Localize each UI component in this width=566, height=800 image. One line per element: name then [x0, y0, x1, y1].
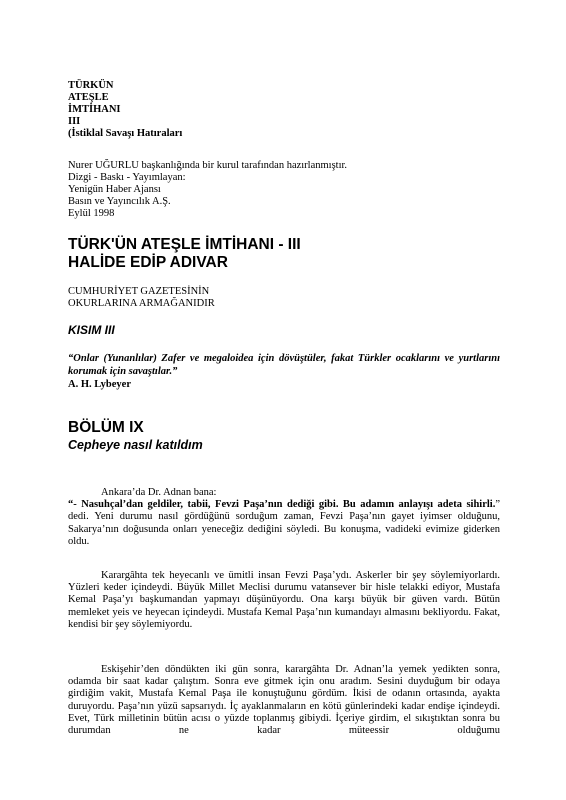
paragraph-continuation: ” dedi. Yeni durumu nasıl gördüğünü sorduğum zaman, Fevzi Paşa’nın gayet iyimser olduğunu, Sakarya’nın doğusunda onları yeneceğiz dediğini söyledi. Bu konuşma, vadideki evimize giderken oldu. — [68, 499, 500, 547]
title-line: İMTİHANI — [68, 104, 121, 115]
title-line: TÜRKÜN — [68, 80, 114, 91]
title-line: III — [68, 116, 81, 127]
book-title-block — [68, 80, 500, 140]
paragraph-3: Eskişehir’den döndükten iki gün sonra, karargâhta Dr. Adnan’la yemek yedikten sonra, odamda bir saat kadar çalıştım. Sonra eve gitmek için onu aradım. Sesini duyduğum bir odaya girdiğim vakit, Mustafa Kemal Paşa ile konuştuğunu gördüm. İkisi de odanın ortasında, ayakta duruyordu. Paşa’nın yüzü sapsarıydı. İç ayaklanmaların en kötü günlerindeki kadar endişe içindeydi. Evet, Türk milletinin bütün acısı o yüzde toplanmış gibiydi. İçeriye girdim, el sıkıştıktan sonra bu durumdan ne kadar müteessir olduğumu — [68, 664, 500, 737]
epigraph-quote: “Onlar (Yunanlılar) Zafer ve megaloidea için dövüştüler, fakat Türkler ocaklarını ve yurtlarını korumak için savaştılar.” — [68, 353, 500, 377]
epigraph — [68, 352, 500, 391]
paragraph-1 — [68, 487, 500, 548]
paragraph-2: Karargâhta tek heyecanlı ve ümitli insan Fevzi Paşa’ydı. Askerler bir şey söylemiyorlardı. Yüzleri keder içindeydi. Büyük Millet Meclisi durumu vatansever bir hisle telakki ediyor, Mustafa Kemal Paşa’yı başkumandan yapmayı düşünüyordu. Ona karşı büyük bir güven vardı. Bütün memleket yeis ve heyecan içindeydi. Mustafa Kemal Paşa’nın kumandayı almasını bekliyordu. Fakat, kendisi bir şey söylemiyordu. — [68, 570, 500, 630]
epigraph-attribution: A. H. Lybeyer — [68, 379, 131, 390]
dedication-line: OKURLARINA ARMAĞANIDIR — [68, 298, 215, 309]
main-heading — [68, 236, 500, 272]
publication-line: Yenigün Haber Ajansı — [68, 184, 161, 195]
paragraph-line: Ankara’da Dr. Adnan bana: — [101, 487, 217, 498]
chapter-title: BÖLÜM IX — [68, 419, 144, 436]
main-title: TÜRK'ÜN ATEŞLE İMTİHANI - III — [68, 236, 301, 253]
part-heading: KISIM III — [68, 323, 115, 337]
paragraph-text — [68, 499, 500, 548]
title-line: (İstiklal Savaşı Hatıraları — [68, 128, 183, 139]
publication-line: Nurer UĞURLU başkanlığında bir kurul tarafından hazırlanmıştır. — [68, 160, 348, 171]
title-line: ATEŞLE — [68, 92, 109, 103]
quoted-speech: “- Nasuhçal’dan geldiler, tabii, Fevzi Paşa’nın dediği gibi. Bu adamın anlayışı adeta sihirli. — [68, 499, 496, 511]
chapter-subtitle: Cepheye nasıl katıldım — [68, 438, 203, 452]
publication-line: Eylül 1998 — [68, 208, 115, 219]
publication-info — [68, 160, 500, 220]
publication-line: Basın ve Yayıncılık A.Ş. — [68, 196, 171, 207]
dedication — [68, 286, 500, 310]
publication-line: Dizgi - Baskı - Yayımlayan: — [68, 172, 186, 183]
chapter-heading — [68, 419, 500, 453]
dedication-line: CUMHURİYET GAZETESİNİN — [68, 286, 210, 297]
author-name: HALİDE EDİP ADIVAR — [68, 254, 228, 271]
